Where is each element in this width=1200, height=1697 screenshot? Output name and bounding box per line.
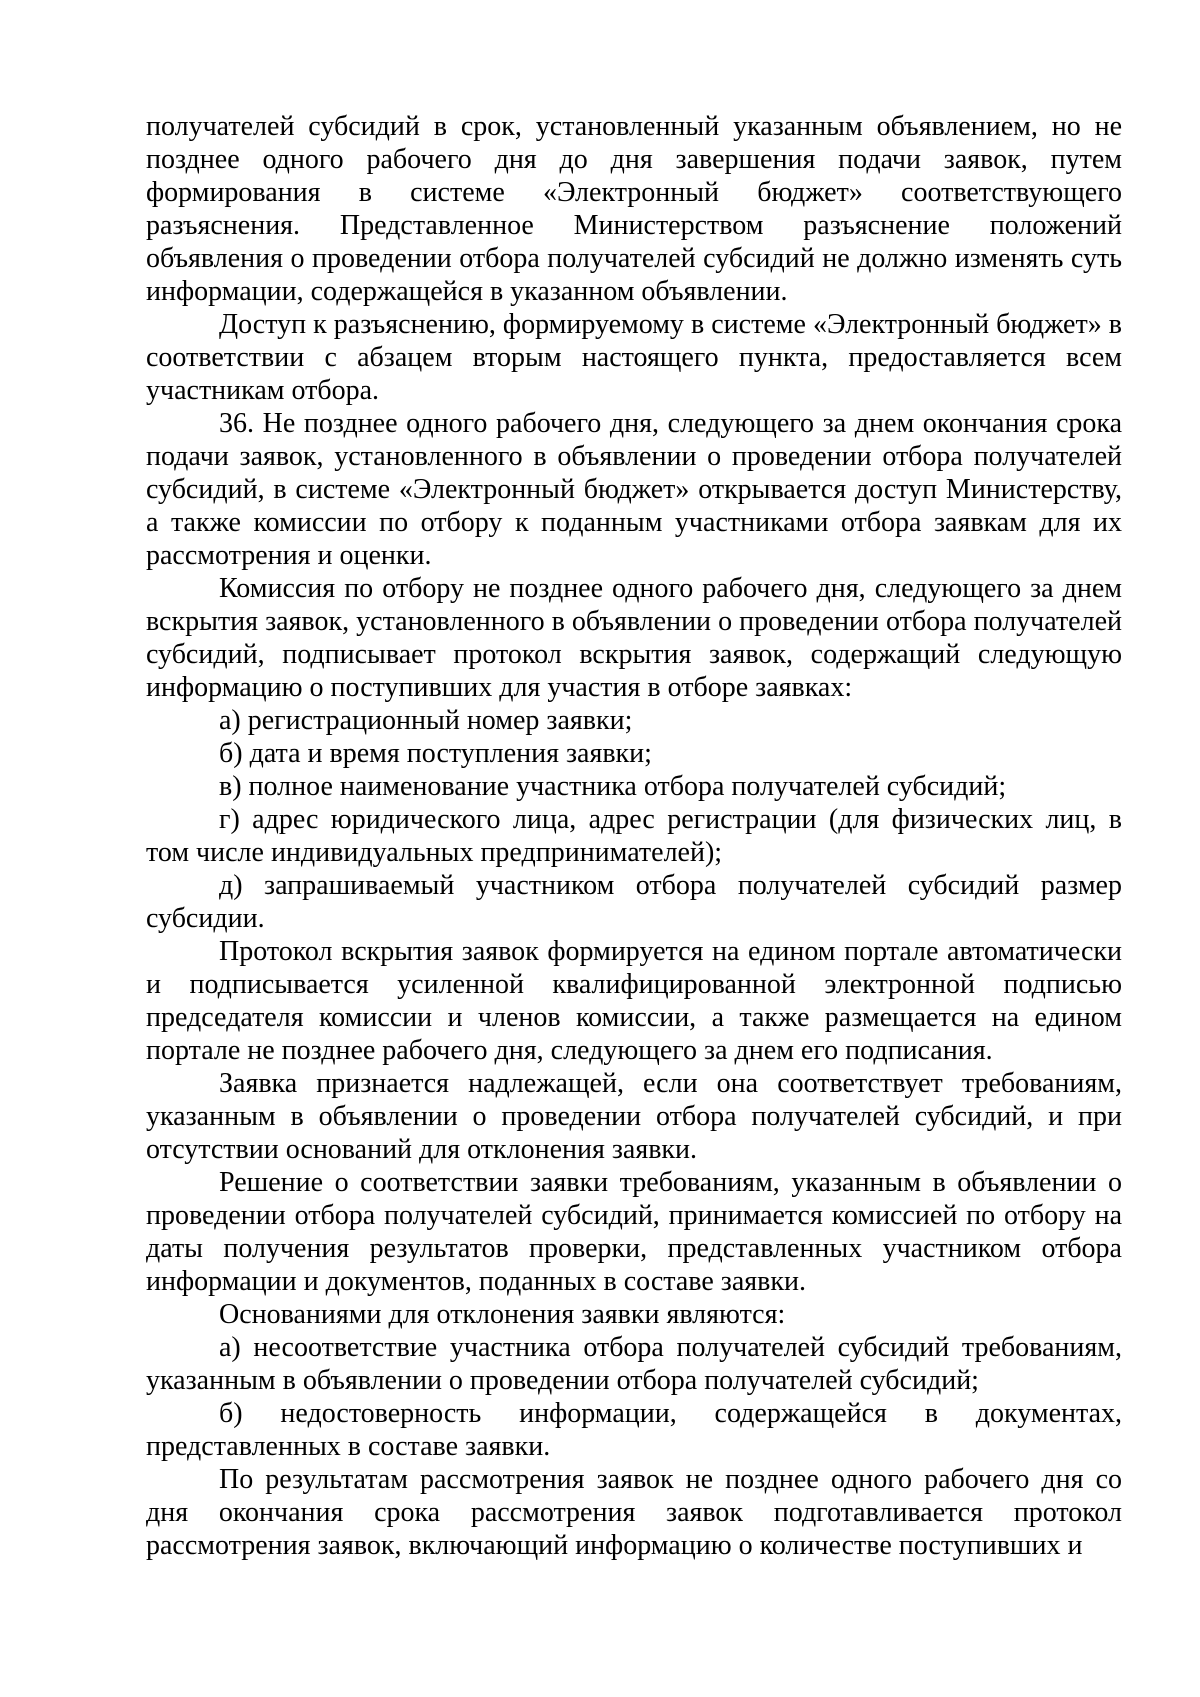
paragraph-item-36: 36. Не позднее одного рабочего дня, следующего за днем окончания срока подачи заявок, установленного в объявлении о проведении отбора получателей субсидий, в системе «Электронный бюджет» открывается доступ Министерству, а также комиссии по отбору к поданным участниками отбора заявкам для их рассмотрения и оценки. [146, 408, 1122, 571]
list-item-g-address: г) адрес юридического лица, адрес регистрации (для физических лиц, в том числе индивидуальных предпринимателей); [146, 804, 1122, 868]
list-item-v-full-name: в) полное наименование участника отбора получателей субсидий; [219, 771, 1007, 802]
list-item-a-noncompliance: а) несоответствие участника отбора получателей субсидий требованиям, указанным в объявлении о проведении отбора получателей субсидий; [146, 1332, 1122, 1396]
paragraph-review-results: По результатам рассмотрения заявок не позднее одного рабочего дня со дня окончания срока рассмотрения заявок подготавливается протокол рассмотрения заявок, включающий информацию о количестве поступивших и [146, 1464, 1122, 1561]
document-page [146, 110, 1122, 1562]
paragraph-protocol-formation: Протокол вскрытия заявок формируется на едином портале автоматически и подписывается усиленной квалифицированной электронной подписью председателя комиссии и членов комиссии, а также размещается на едином портале не позднее рабочего дня, следующего за днем его подписания. [146, 936, 1122, 1066]
list-item-a-registration-number: а) регистрационный номер заявки; [219, 705, 633, 736]
paragraph-rejection-grounds: Основаниями для отклонения заявки являются: [219, 1299, 786, 1330]
list-item-b-unreliability: б) недостоверность информации, содержащейся в документах, представленных в составе заявки. [146, 1398, 1122, 1462]
list-item-b-date-time: б) дата и время поступления заявки; [219, 738, 652, 769]
paragraph-commission-protocol: Комиссия по отбору не позднее одного рабочего дня, следующего за днем вскрытия заявок, установленного в объявлении о проведении отбора получателей субсидий, подписывает протокол вскрытия заявок, содержащий следующую информацию о поступивших для участия в отборе заявках: [146, 573, 1122, 703]
paragraph-compliance-decision: Решение о соответствии заявки требованиям, указанным в объявлении о проведении отбора получателей субсидий, принимается комиссией по отбору на даты получения результатов проверки, представленных участником отбора информации и документов, поданных в составе заявки. [146, 1167, 1122, 1297]
list-item-d-subsidy-amount: д) запрашиваемый участником отбора получателей субсидий размер субсидии. [146, 870, 1122, 934]
paragraph-application-proper: Заявка признается надлежащей, если она соответствует требованиям, указанным в объявлении о проведении отбора получателей субсидий, и при отсутствии оснований для отклонения заявки. [146, 1068, 1122, 1165]
paragraph-access-clarification: Доступ к разъяснению, формируемому в системе «Электронный бюджет» в соответствии с абзацем вторым настоящего пункта, предоставляется всем участникам отбора. [146, 309, 1122, 406]
paragraph-continuation: получателей субсидий в срок, установленный указанным объявлением, но не позднее одного рабочего дня до дня завершения подачи заявок, путем формирования в системе «Электронный бюджет» соответствующего разъяснения. Представленное Министерством разъяснение положений объявления о проведении отбора получателей субсидий не должно изменять суть информации, содержащейся в указанном объявлении. [146, 111, 1122, 307]
